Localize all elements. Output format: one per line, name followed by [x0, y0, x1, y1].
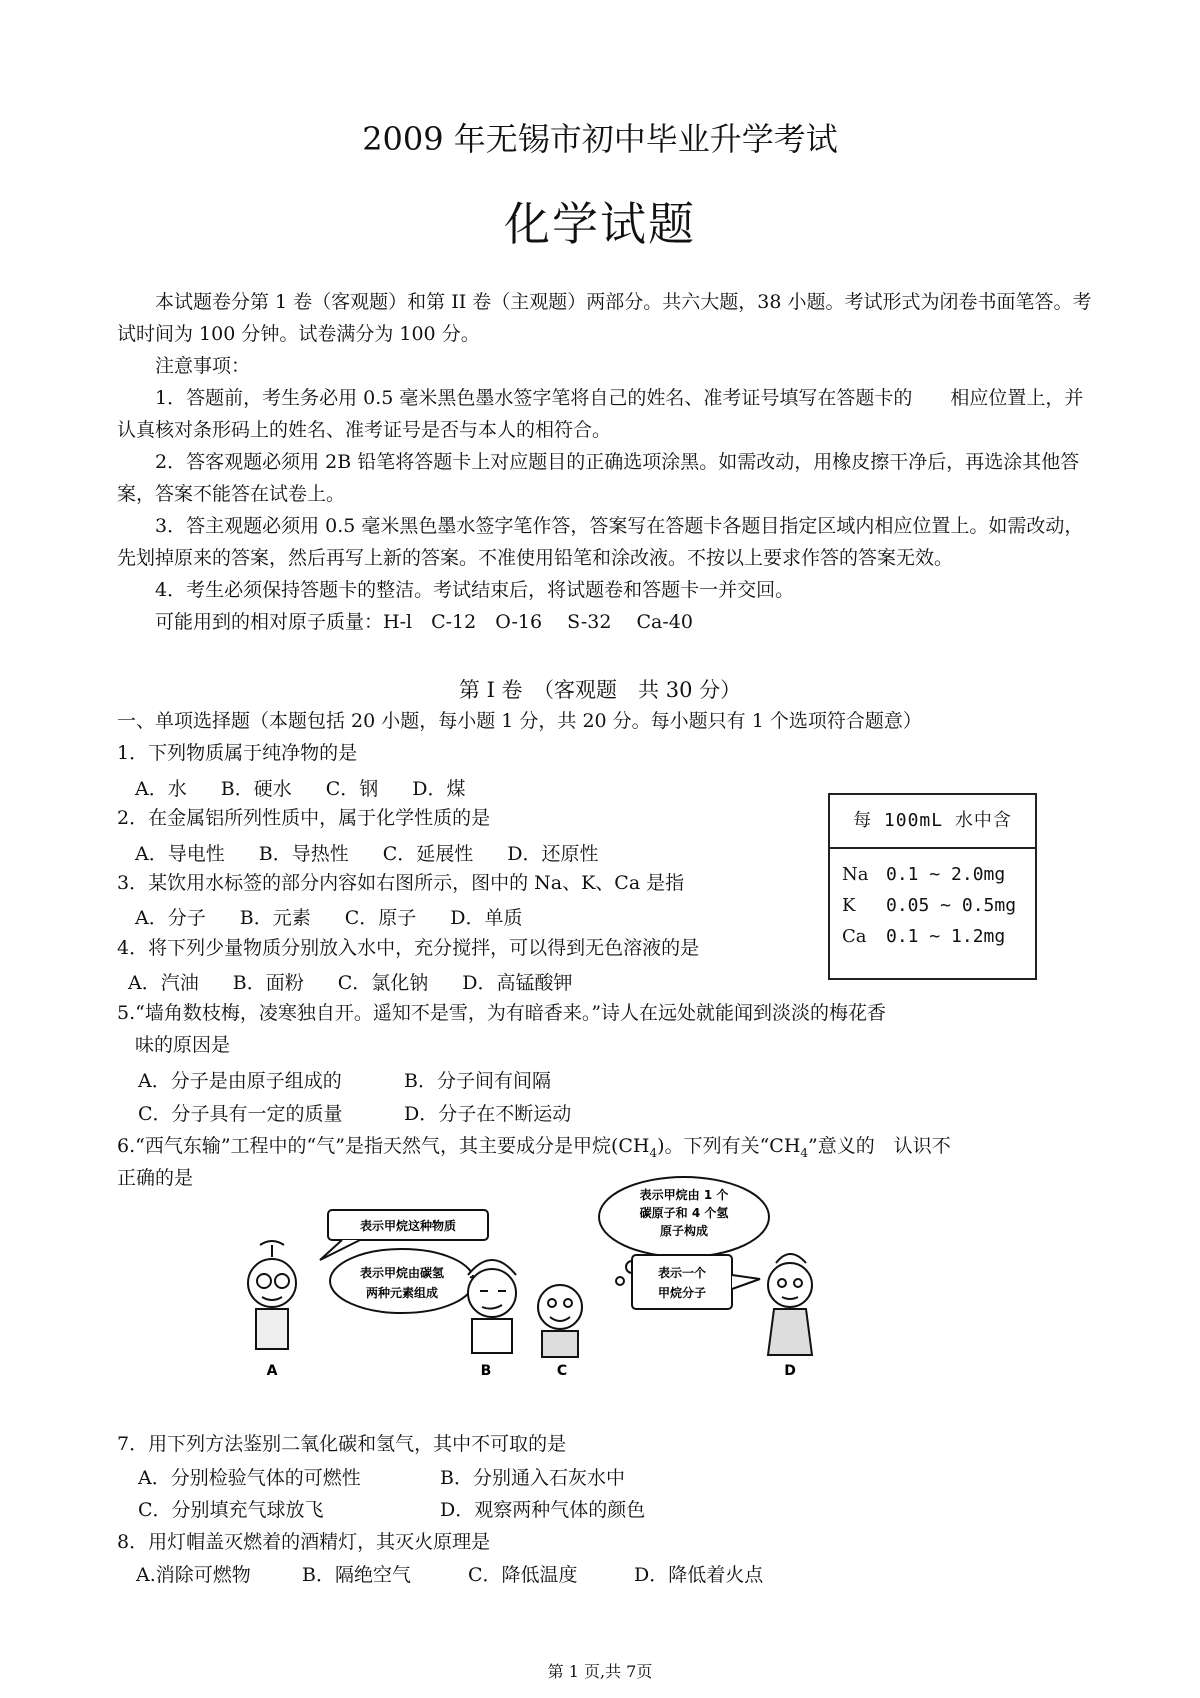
- atomic-mass-line: 可能用到的相对原子质量：H-l C-12 O-16 S-32 Ca-40: [155, 611, 693, 633]
- option: A．分别检验气体的可燃性: [138, 1467, 361, 1489]
- question-6-text: ”意义的 认识不: [808, 1135, 951, 1157]
- bubble-c-text: 原子构成: [659, 1224, 709, 1238]
- speech-bubble-d: [632, 1255, 760, 1309]
- instructions: [117, 286, 1099, 638]
- water-label: [828, 793, 1037, 980]
- bubble-b-text: 两种元素组成: [365, 1286, 439, 1300]
- question-4: 4．将下列少量物质分别放入水中，充分搅拌，可以得到无色溶液的是: [117, 937, 700, 959]
- exam-title: 2009 年无锡市初中毕业升学考试: [362, 120, 838, 158]
- intro-paragraph: 本试题卷分第 1 卷（客观题）和第 II 卷（主观题）两部分。共六大题，38 小题。考试形式为闭卷书面笔答。考试时间为 100 分钟。试卷满分为 100 分。: [117, 291, 1092, 345]
- option: D．观察两种气体的颜色: [440, 1499, 646, 1521]
- option: B．隔绝空气: [302, 1564, 411, 1586]
- option: C．原子: [344, 907, 417, 929]
- notes-heading: 注意事项：: [155, 355, 251, 377]
- methane-cartoon: [260, 1188, 900, 1380]
- bubble-c-text: 碳原子和 4 个氢: [639, 1206, 729, 1220]
- question-5: 5.“墙角数枝梅，凌寒独自开。遥知不是雪，为有暗香来。”诗人在远处就能闻到淡淡的梅花香: [117, 1002, 887, 1024]
- option: C．降低温度: [468, 1564, 578, 1586]
- option: D．降低着火点: [634, 1564, 764, 1586]
- question-6-continued: 正确的是: [117, 1167, 194, 1189]
- question-2-options: [135, 839, 632, 866]
- bubble-d-text: 甲烷分子: [657, 1286, 707, 1300]
- section-title: 一、单项选择题（本题包括 20 小题，每小题 1 分，共 20 分。每小题只有 1 个选项符合题意）: [117, 710, 922, 732]
- water-label-heading: 每 100mL 水中含: [830, 795, 1035, 849]
- option: D．高锰酸钾: [462, 972, 573, 994]
- question-6-text: )。下列有关“CH: [657, 1135, 801, 1157]
- option: D．煤: [412, 778, 466, 800]
- option: C．分别填充气球放飞: [138, 1499, 324, 1521]
- question-7: 7．用下列方法鉴别二氧化碳和氢气，其中不可取的是: [117, 1433, 567, 1455]
- bubble-b-text: 表示甲烷由碳氢: [359, 1266, 445, 1280]
- question-4-options: [128, 968, 606, 995]
- question-3-options: [135, 903, 556, 930]
- element-range: 0.1 ~ 2.0mg: [886, 864, 1006, 885]
- note-2: 2．答客观题必须用 2B 铅笔将答题卡上对应题目的正确选项涂黑。如需改动，用橡皮擦干净后，再选涂其他答案，答案不能答在试卷上。: [117, 451, 1080, 505]
- character-b: [468, 1260, 516, 1353]
- question-8: 8．用灯帽盖灭燃着的酒精灯，其灭火原理是: [117, 1531, 491, 1553]
- option: C．氯化钠: [337, 972, 429, 994]
- option: A．汽油: [128, 972, 199, 994]
- water-label-row: [830, 890, 1035, 921]
- character-d: [768, 1254, 812, 1355]
- option: A．分子是由原子组成的: [138, 1070, 342, 1092]
- element-symbol: Na: [842, 864, 869, 885]
- option: B．分子间有间隔: [404, 1070, 551, 1092]
- option: A．分子: [135, 907, 206, 929]
- letter-c: C: [556, 1363, 568, 1379]
- option: D．单质: [450, 907, 523, 929]
- option: C．分子具有一定的质量: [138, 1103, 343, 1125]
- note-4: 4．考生必须保持答题卡的整洁。考试结束后，将试题卷和答题卡一并交回。: [155, 579, 795, 601]
- option: B．分别通入石灰水中: [440, 1467, 625, 1489]
- note-3: 3．答主观题必须用 0.5 毫米黑色墨水签字笔作答，答案写在答题卡各题目指定区域内相应位置上。如需改动，先划掉原来的答案，然后再写上新的答案。不准使用铅笔和涂改液。不按以上要求作答的答案无效。: [117, 515, 1084, 569]
- letter-d: D: [784, 1363, 796, 1379]
- question-2: 2．在金属铝所列性质中，属于化学性质的是: [117, 807, 491, 829]
- option: C．延展性: [382, 843, 474, 865]
- element-symbol: Ca: [842, 926, 867, 947]
- option: A．导电性: [135, 843, 225, 865]
- subject-title: 化学试题: [504, 197, 696, 251]
- option: D．分子在不断运动: [404, 1103, 572, 1125]
- letter-b: B: [480, 1363, 492, 1379]
- question-3: 3．某饮用水标签的部分内容如右图所示，图中的 Na、K、Ca 是指: [117, 872, 685, 894]
- option: A．水: [135, 778, 187, 800]
- option: C．钢: [325, 778, 379, 800]
- question-1-options: [135, 774, 499, 801]
- character-c: [538, 1285, 582, 1357]
- volume-title: 第 I 卷 （客观题 共 30 分）: [458, 678, 742, 702]
- page-footer: 第 1 页,共 7页: [547, 1662, 653, 1681]
- subscript: 4: [800, 1145, 809, 1160]
- question-6: [117, 1131, 951, 1168]
- option: B．面粉: [232, 972, 304, 994]
- note-1: 1．答题前，考生务必用 0.5 毫米黑色墨水签字笔将自己的姓名、准考证号填写在答题卡的 相应位置上，并认真核对条形码上的姓名、准考证号是否与本人的相符合。: [117, 387, 1084, 441]
- question-1: 1．下列物质属于纯净物的是: [117, 742, 358, 764]
- element-symbol: K: [842, 895, 856, 916]
- question-6-text: 6.“西气东输”工程中的“气”是指天然气，其主要成分是甲烷(CH: [117, 1135, 650, 1157]
- letter-a: A: [266, 1363, 278, 1379]
- option: A.消除可燃物: [136, 1564, 251, 1586]
- option: B．硬水: [220, 778, 292, 800]
- element-range: 0.1 ~ 1.2mg: [886, 926, 1006, 947]
- element-range: 0.05 ~ 0.5mg: [886, 895, 1017, 916]
- subscript: 4: [649, 1145, 658, 1160]
- character-a: [248, 1241, 296, 1349]
- bubble-d-text: 表示一个: [657, 1266, 707, 1280]
- question-5-continued: 味的原因是: [135, 1034, 231, 1056]
- option: B．元素: [239, 907, 311, 929]
- bubble-c-text: 表示甲烷由 1 个: [639, 1188, 729, 1202]
- bubble-a-text: 表示甲烷这种物质: [359, 1219, 457, 1233]
- water-label-row: [830, 921, 1035, 952]
- option: D．还原性: [507, 843, 599, 865]
- option: B．导热性: [258, 843, 349, 865]
- water-label-row: [830, 859, 1035, 890]
